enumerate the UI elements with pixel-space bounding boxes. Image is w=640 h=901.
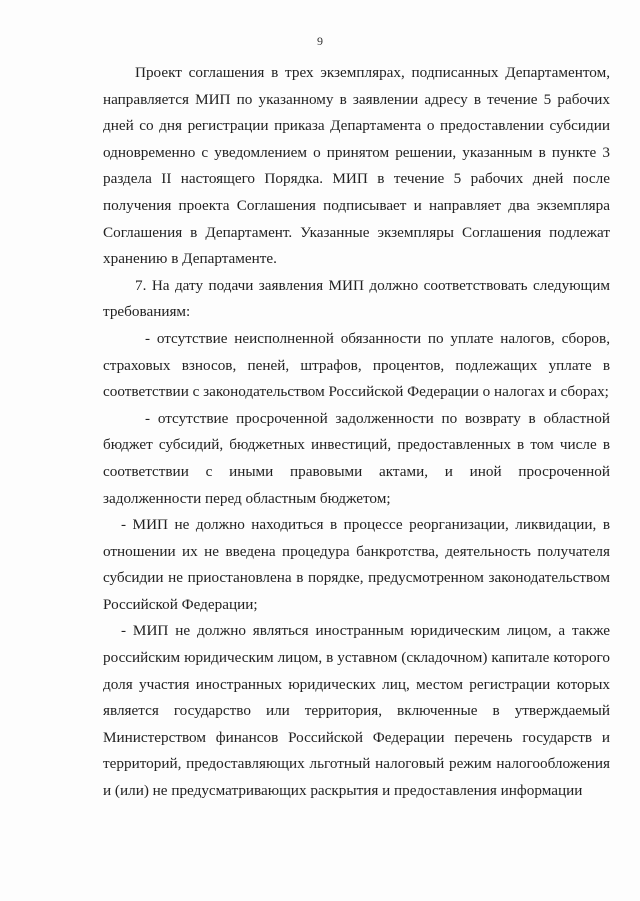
page-number: 9 — [317, 34, 323, 48]
requirement-no-tax-debt: - отсутствие неисполненной обязанности по уплате налогов, сборов, страховых взносов, пеней, штрафов, процентов, подлежащих уплате в соответствии с законодательством Российской Федерации о налогах и сборах; — [103, 329, 610, 401]
paragraph-requirements-intro: 7. На дату подачи заявления МИП должно соответствовать следующим требованиям: — [103, 276, 610, 321]
paragraph-agreement-project: Проект соглашения в трех экземплярах, подписанных Департаментом, направляется МИП по указанному в заявлении адресу в течение 5 рабочих дней со дня регистрации приказа Департамента о предоставлении субсидии одновременно с уведомлением о принятом решении, указанным в пункте 3 раздела II настоящего Порядка. МИП в течение 5 рабочих дней после получения проекта Соглашения подписывает и направляет два экземпляра Соглашения в Департамент. Указанные экземпляры Соглашения подлежат хранению в Департаменте. — [103, 64, 610, 268]
requirement-no-overdue-debt: - отсутствие просроченной задолженности по возврату в областной бюджет субсидий, бюджетных инвестиций, предоставленных в том числе в соответствии с иными правовыми актами, и иной просроченной задолженности перед областным бюджетом; — [103, 409, 610, 507]
document-body — [103, 60, 610, 805]
requirement-not-foreign-entity: - МИП не должно являться иностранным юридическим лицом, а также российским юридическим лицом, в уставном (складочном) капитале которого доля участия иностранных юридических лиц, местом регистрации которых является государство или территория, включенные в утверждаемый Министерством финансов Российской Федерации перечень государств и территорий, предоставляющих льготный налоговый режим налогообложения и (или) не предусматривающих раскрытия и предоставления информации — [103, 622, 610, 800]
requirement-no-reorganization: - МИП не должно находиться в процессе реорганизации, ликвидации, в отношении их не введена процедура банкротства, деятельность получателя субсидии не приостановлена в порядке, предусмотренном законодательством Российской Федерации; — [103, 516, 610, 613]
